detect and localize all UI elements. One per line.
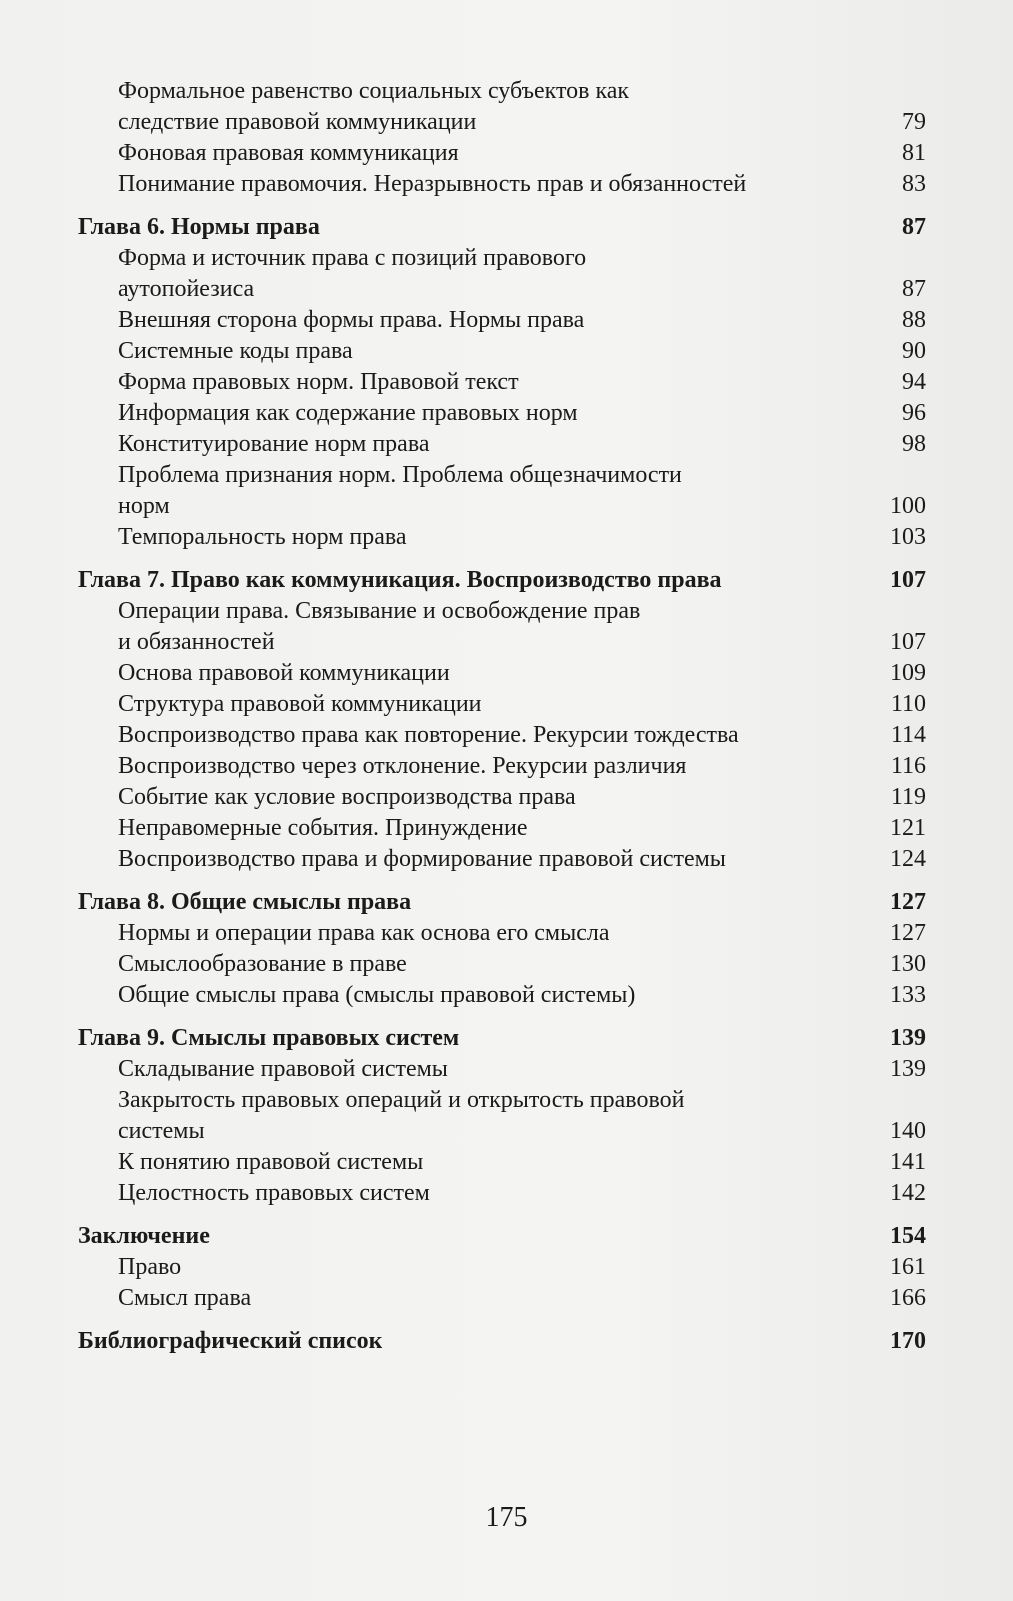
toc-entry: [78, 1178, 926, 1209]
section-title: следствие правовой коммуникации: [118, 109, 477, 135]
toc-page-number: 127: [890, 920, 926, 946]
toc-entry: [78, 367, 926, 398]
section-title: Воспроизводство права и формирование правовой системы: [118, 846, 726, 872]
toc-page-number: 130: [890, 951, 926, 977]
toc-page-number: 121: [890, 815, 926, 841]
chapter-title: Глава 8. Общие смыслы права: [78, 889, 412, 915]
section-title: и обязанностей: [118, 629, 275, 655]
section-title: Воспроизводство права как повторение. Рекурсии тождества: [118, 722, 739, 748]
toc-page-number: 87: [902, 214, 926, 240]
section-title: Основа правовой коммуникации: [118, 660, 450, 686]
toc-entry: [78, 1252, 926, 1283]
toc-chapter-heading: [78, 565, 926, 596]
toc-page-number: 87: [902, 276, 926, 302]
section-title: Право: [118, 1254, 182, 1280]
toc-chapter-heading: [78, 212, 926, 243]
toc-page-number: 154: [890, 1223, 926, 1249]
toc-entry: [78, 398, 926, 429]
section-title: Конституирование норм права: [118, 431, 430, 457]
section-title: К понятию правовой системы: [118, 1149, 424, 1175]
toc-entry: [78, 658, 926, 689]
toc-entry: [78, 274, 926, 305]
toc-entry: [78, 305, 926, 336]
chapter-title: Библиографический список: [78, 1328, 383, 1354]
toc-page-number: 114: [890, 722, 926, 748]
toc-entry: [78, 243, 926, 274]
toc-entry: [78, 949, 926, 980]
toc-entry: [78, 782, 926, 813]
toc-chapter-heading: [78, 1326, 926, 1357]
toc-page-number: 90: [902, 338, 926, 364]
toc-entry: [78, 720, 926, 751]
toc-entry: [78, 1283, 926, 1314]
toc-page-number: 107: [890, 567, 926, 593]
toc-page-number: 170: [890, 1328, 926, 1354]
section-title: Формальное равенство социальных субъектов как: [118, 78, 630, 104]
toc-page-number: 94: [902, 369, 926, 395]
toc-page-number: 116: [890, 753, 926, 779]
toc-page-number: 81: [902, 140, 926, 166]
section-title: Темпоральность норм права: [118, 524, 407, 550]
toc-entry: [78, 169, 926, 200]
toc-page-number: 100: [890, 493, 926, 519]
toc-page-number: 140: [890, 1118, 926, 1144]
table-of-contents: [78, 76, 926, 1357]
toc-page-number: 139: [890, 1056, 926, 1082]
toc-entry: [78, 689, 926, 720]
toc-entry: [78, 138, 926, 169]
section-title: Событие как условие воспроизводства права: [118, 784, 576, 810]
toc-page-number: 133: [890, 982, 926, 1008]
section-title: норм: [118, 493, 170, 519]
section-title: Операции права. Связывание и освобождение прав: [118, 598, 641, 624]
section-title: Закрытость правовых операций и открытость правовой: [118, 1087, 685, 1113]
toc-entry: [78, 844, 926, 875]
section-title: Проблема признания норм. Проблема общезначимости: [118, 462, 682, 488]
chapter-title: Глава 9. Смыслы правовых систем: [78, 1025, 460, 1051]
toc-entry: [78, 813, 926, 844]
chapter-title: Глава 7. Право как коммуникация. Воспроизводство права: [78, 567, 722, 593]
toc-entry: [78, 1116, 926, 1147]
toc-chapter-heading: [78, 887, 926, 918]
toc-entry: [78, 627, 926, 658]
section-title: Структура правовой коммуникации: [118, 691, 482, 717]
toc-page-number: 119: [890, 784, 926, 810]
section-title: Общие смыслы права (смыслы правовой системы): [118, 982, 636, 1008]
chapter-title: Глава 6. Нормы права: [78, 214, 320, 240]
section-title: Целостность правовых систем: [118, 1180, 430, 1206]
toc-page-number: 110: [890, 691, 926, 717]
section-title: аутопойезиса: [118, 276, 255, 302]
toc-page-number: 107: [890, 629, 926, 655]
section-title: Понимание правомочия. Неразрывность прав и обязанностей: [118, 171, 747, 197]
section-title: Форма и источник права с позиций правового: [118, 245, 587, 271]
toc-page-number: 79: [902, 109, 926, 135]
toc-entry: [78, 1147, 926, 1178]
toc-page-number: 124: [890, 846, 926, 872]
section-title: Складывание правовой системы: [118, 1056, 448, 1082]
toc-entry: [78, 522, 926, 553]
section-title: Неправомерные события. Принуждение: [118, 815, 528, 841]
toc-entry: [78, 751, 926, 782]
toc-page-number: 103: [890, 524, 926, 550]
section-title: Системные коды права: [118, 338, 353, 364]
section-title: Форма правовых норм. Правовой текст: [118, 369, 519, 395]
section-title: Фоновая правовая коммуникация: [118, 140, 459, 166]
toc-entry: [78, 76, 926, 107]
toc-page-number: 142: [890, 1180, 926, 1206]
toc-page-number: 98: [902, 431, 926, 457]
toc-page-number: 96: [902, 400, 926, 426]
section-title: Воспроизводство через отклонение. Рекурсии различия: [118, 753, 687, 779]
toc-entry: [78, 491, 926, 522]
toc-chapter-heading: [78, 1023, 926, 1054]
toc-entry: [78, 429, 926, 460]
toc-entry: [78, 980, 926, 1011]
section-title: Нормы и операции права как основа его смысла: [118, 920, 610, 946]
section-title: системы: [118, 1118, 205, 1144]
chapter-title: Заключение: [78, 1223, 210, 1249]
toc-page-number: 166: [890, 1285, 926, 1311]
toc-entry: [78, 460, 926, 491]
toc-page-number: 141: [890, 1149, 926, 1175]
toc-entry: [78, 596, 926, 627]
section-title: Внешняя сторона формы права. Нормы права: [118, 307, 585, 333]
toc-page-number: 109: [890, 660, 926, 686]
toc-chapter-heading: [78, 1221, 926, 1252]
toc-page-number: 83: [902, 171, 926, 197]
toc-entry: [78, 107, 926, 138]
section-title: Смысл права: [118, 1285, 252, 1311]
toc-page-number: 88: [902, 307, 926, 333]
section-title: Информация как содержание правовых норм: [118, 400, 578, 426]
toc-entry: [78, 1054, 926, 1085]
toc-page-number: 127: [890, 889, 926, 915]
toc-page-number: 161: [890, 1254, 926, 1280]
toc-entry: [78, 1085, 926, 1116]
toc-page-number: 139: [890, 1025, 926, 1051]
toc-entry: [78, 336, 926, 367]
toc-entry: [78, 918, 926, 949]
section-title: Смыслообразование в праве: [118, 951, 407, 977]
page-number: 175: [485, 1502, 528, 1533]
